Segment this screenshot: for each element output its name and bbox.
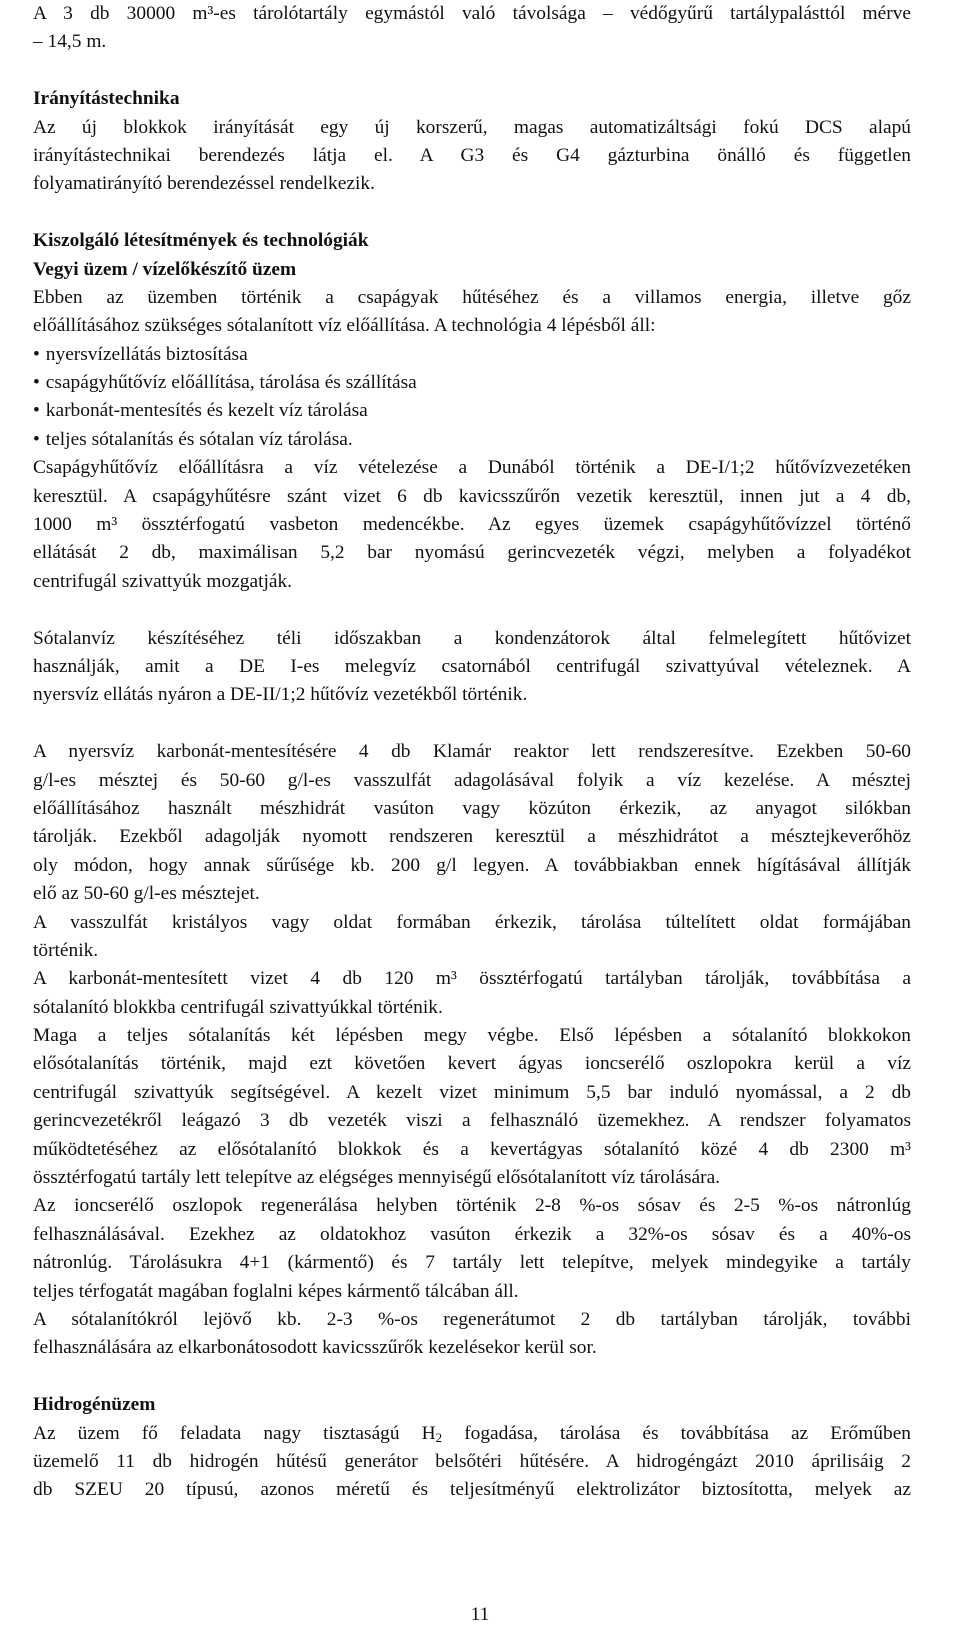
section-heading: Hidrogénüzem [33, 1394, 156, 1416]
bullet-item: • nyersvízellátás biztosítása [33, 341, 911, 369]
subscript: 2 [435, 1429, 443, 1445]
text-line: 1000 m³ össztérfogatú vasbeton medencékbe. Az egyes üzemek csapágyhűtővízzel történő [33, 514, 911, 536]
text-line: A vasszulfát kristályos vagy oldat formában érkezik, tárolása túltelített oldat formájában [33, 911, 911, 933]
text-line-with-formula [33, 1420, 911, 1448]
text-line: előállításához szükséges sótalanított víz előállítása. A technológia 4 lépésből áll: [33, 315, 656, 337]
text-line: működtetéséhez az elősótalanító blokkok és a kevertágyas sótalanító közé 4 db 2300 m³ [33, 1138, 911, 1160]
bullet-item: • karbonát-mentesítés és kezelt víz tárolása [33, 397, 911, 425]
subsection-heading: Vegyi üzem / vízelőkészítő üzem [33, 258, 297, 280]
text-line: db SZEU 20 típusú, azonos méretű és teljesítményű elektrolizátor biztosította, melyek az [33, 1479, 911, 1501]
text-line: g/l-es mésztej és 50-60 g/l-es vasszulfát adagolásával folyik a víz kezelése. A mésztej [33, 769, 911, 791]
paragraph-tank-distance [33, 0, 911, 57]
spacer [33, 710, 911, 738]
text-line: felhasználásával. Ezekhez az oldatokhoz vasúton érkezik a 32%-os sósav és a 40%-os [33, 1223, 911, 1245]
text-line: Az új blokkok irányítását egy új korszerű, magas automatizáltsági fokú DCS alapú [33, 116, 911, 138]
bullet-item: • teljes sótalanítás és sótalan víz tárolása. [33, 426, 911, 454]
text-line: A 3 db 30000 m³-es tárolótartály egymástól való távolsága – védőgyűrű tartálypalásttól mérve [33, 3, 911, 24]
document-page [33, 0, 911, 1505]
text-line: gerincvezetékről leágazó 3 db vezeték viszi a felhasználó üzemekhez. A rendszer folyamatos [33, 1110, 911, 1132]
text-line: A nyersvíz karbonát-mentesítésére 4 db Klamár reaktor lett rendszeresítve. Ezekben 50-60 [33, 741, 911, 763]
text-line: irányítástechnikai berendezés látja el. A G3 és G4 gázturbina önálló és független [33, 144, 911, 166]
text-line: tárolják. Ezekből adagolják nyomott rendszeren keresztül a mészhidrátot a mésztejkeverőhöz [33, 826, 911, 848]
text-line: centrifugál szivattyúk segítségével. A kezelt vizet minimum 5,5 bar induló nyomással, a 2 db [33, 1081, 911, 1103]
text-line: nyersvíz ellátás nyáron a DE-II/1;2 hűtővíz vezetékből történik. [33, 684, 528, 706]
text-line: A sótalanítókról lejövő kb. 2-3 %-os regenerátumot 2 db tartályban tárolják, további [33, 1308, 911, 1330]
section-control-technology [33, 85, 911, 199]
text-line: keresztül. A csapágyhűtésre szánt vizet 6 db kavicsszűrőn vezetik keresztül, innen jut a 4 db, [33, 485, 911, 507]
text-line: nátronlúg. Tárolásukra 4+1 (kármentő) és 7 tartály lett telepítve, melyek mindegyike a tartály [33, 1252, 911, 1274]
spacer [33, 57, 911, 85]
section-hydrogen-plant [33, 1391, 911, 1505]
section-service-facilities [33, 227, 911, 1363]
spacer [33, 199, 911, 227]
text-line: elősótalanítás történik, majd ezt követően kevert ágyas ioncserélő oszlopokra kerül a víz [33, 1053, 911, 1075]
text-line: történik. [33, 939, 99, 961]
text-line: össztérfogatú tartály lett telepítve az elégséges mennyiségű elősótalanított víz tárolására. [33, 1167, 721, 1189]
text-line: elő az 50-60 g/l-es mésztejet. [33, 883, 260, 905]
text-line: Ebben az üzemben történik a csapágyak hűtéséhez és a villamos energia, illetve gőz [33, 286, 911, 308]
text-line: ellátását 2 db, maximálisan 5,2 bar nyomású gerincvezeték végzi, melyben a folyadékot [33, 542, 911, 564]
section-heading: Irányítástechnika [33, 88, 180, 110]
spacer [33, 1363, 911, 1391]
text-line: – 14,5 m. [33, 31, 107, 53]
text-line: sótalanító blokkba centrifugál szivattyúkkal történik. [33, 996, 443, 1018]
page-number: 11 [470, 1604, 490, 1625]
text-fragment: fogadása, tárolása és továbbítása az Erőműben [442, 1422, 911, 1444]
text-line: felhasználására az elkarbonátosodott kavicsszűrők kezelésekor kerül sor. [33, 1337, 597, 1359]
text-line: Csapágyhűtővíz előállításra a víz vételezése a Dunából történik a DE-I/1;2 hűtővízvezetéken [33, 457, 911, 479]
bullet-item: • csapágyhűtővíz előállítása, tárolása és szállítása [33, 369, 911, 397]
spacer [33, 596, 911, 624]
text-fragment: Az üzem fő feladata nagy tisztaságú H [33, 1422, 436, 1444]
text-line: teljes térfogatát magában foglalni képes kármentő tálcában áll. [33, 1280, 519, 1302]
text-line: Sótalanvíz készítéséhez téli időszakban a kondenzátorok által felmelegített hűtővizet [33, 627, 911, 649]
text-line: Maga a teljes sótalanítás két lépésben megy végbe. Első lépésben a sótalanító blokkokon [33, 1025, 911, 1047]
text-line: folyamatirányító berendezéssel rendelkezik. [33, 173, 375, 195]
text-line: előállításához használt mészhidrát vasúton vagy közúton érkezik, az anyagot silókban [33, 797, 911, 819]
text-line: centrifugál szivattyúk mozgatják. [33, 570, 292, 592]
section-heading: Kiszolgáló létesítmények és technológiák [33, 230, 369, 252]
text-line: üzemelő 11 db hidrogén hűtésű generátor belsőtéri hűtésére. A hidrogéngázt 2010 áprilisáig 2 [33, 1450, 911, 1472]
text-line: használják, amit a DE I-es melegvíz csatornából centrifugál szivattyúval vételeznek. A [33, 655, 911, 677]
text-line: oly módon, hogy annak sűrűsége kb. 200 g/l legyen. A továbbiakban ennek hígításával állítják [33, 854, 911, 876]
text-line: Az ioncserélő oszlopok regenerálása helyben történik 2-8 %-os sósav és 2-5 %-os nátronlúg [33, 1195, 911, 1217]
text-line: A karbonát-mentesített vizet 4 db 120 m³ össztérfogatú tartályban tárolják, továbbítása a [33, 968, 911, 990]
